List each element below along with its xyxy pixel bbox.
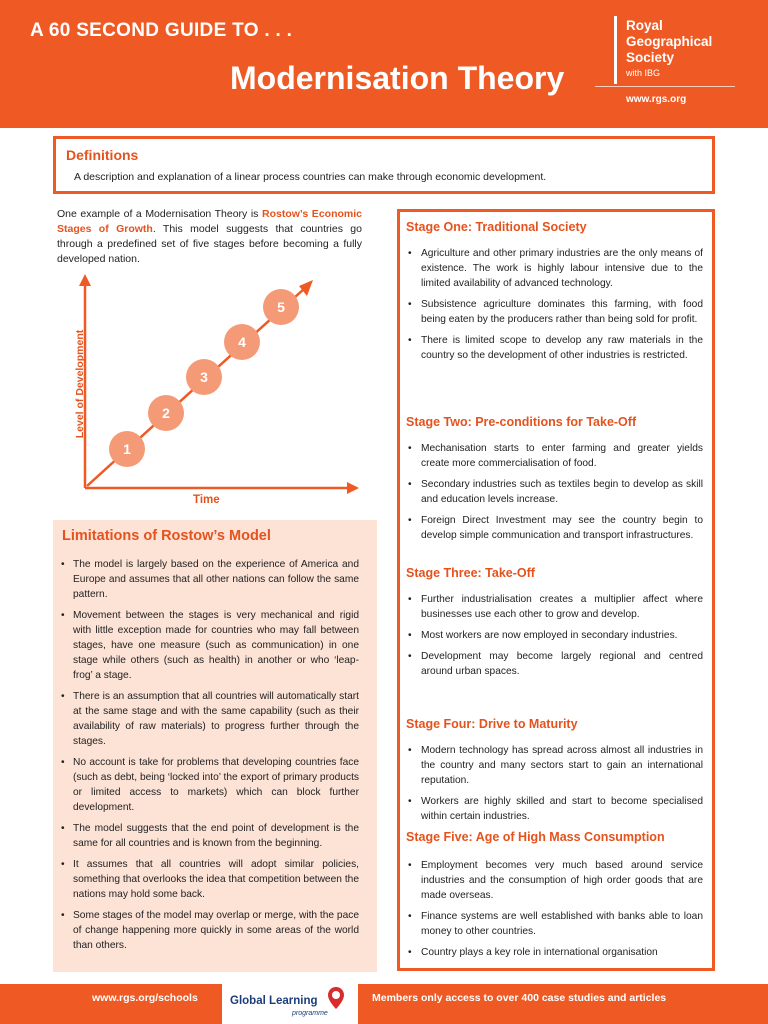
stage-two-item: • Secondary industries such as textiles begin to develop as skill and education levels increase. [405, 477, 703, 507]
global-learning-logo [222, 984, 358, 1024]
stage-two-title: Stage Two: Pre-conditions for Take-Off [406, 415, 637, 429]
stage-circle-4: 4 [224, 324, 260, 360]
stage-five-list [405, 858, 703, 966]
stage-three-item: • Further industrialisation creates a multiplier affect where businesses use each other to grow and develop. [405, 592, 703, 622]
stage-three-item: • Development may become largely regional and centred around urban spaces. [405, 649, 703, 679]
stage-one-list [405, 246, 703, 369]
stage-one-title: Stage One: Traditional Society [406, 220, 587, 234]
definitions-box [53, 136, 715, 194]
map-pin-icon [326, 986, 346, 1010]
stage-four-item: • Modern technology has spread across almost all industries in the country and many sectors start to gain an international reputation. [405, 743, 703, 788]
stage-three-item: • Most workers are now employed in secondary industries. [405, 628, 703, 643]
y-axis-label: Level of Development [74, 329, 86, 439]
logo-with-ibg: with IBG [626, 68, 661, 78]
stage-circle-1: 1 [109, 431, 145, 467]
limitation-item: • It assumes that all countries will adopt similar policies, something that overlooks the idea that competition between the nations may hold some back. [59, 857, 359, 902]
stage-five-item: • Finance systems are well established with banks able to loan money to other countries. [405, 909, 703, 939]
guide-kicker: A 60 SECOND GUIDE TO . . . [30, 20, 293, 41]
stage-one-item: • There is limited scope to develop any raw materials in the country so the development of other industries is restricted. [405, 333, 703, 363]
limitation-item: • Movement between the stages is very mechanical and rigid with little exception made for countries who may fall between stages, have one measure (such as communication) in one stage while others (such as health) in another or who ‘leap-frog’ a stage. [59, 608, 359, 683]
stage-one-item: • Agriculture and other primary industries are the only means of existence. The work is highly labour intensive due to the limited availability of advanced technology. [405, 246, 703, 291]
stage-five-item: • Country plays a key role in international organisation [405, 945, 703, 960]
stage-two-list [405, 441, 703, 549]
intro-highlight: Rostow’s Economic Stages of Growth [57, 208, 362, 235]
intro-paragraph [57, 207, 362, 267]
logo-bar [614, 16, 617, 84]
limitation-item: • No account is take for problems that developing countries face (such as debt, being ‘locked into’ the export of primary products or limited access to markets) which can block further development. [59, 755, 359, 815]
logo-line-royal: Royal [626, 18, 663, 33]
stage-two-item: • Mechanisation starts to enter farming and greater yields create more commercialisation of food. [405, 441, 703, 471]
page-title: Modernisation Theory [230, 60, 565, 96]
limitations-list [59, 557, 359, 959]
x-axis-label: Time [193, 494, 220, 506]
logo-line-society: Society [626, 50, 675, 65]
x-axis-arrow-icon [347, 482, 359, 494]
stages-diagram [57, 270, 367, 515]
limitation-item: • There is an assumption that all countries will automatically start at the same stage and with the same capability (such as their availability of raw materials) to progress further through the stages. [59, 689, 359, 749]
footer-banner [0, 984, 768, 1024]
trend-arrow-icon [299, 280, 313, 296]
limitation-item: • The model is largely based on the experience of America and Europe and assumes that all other nations can follow the same pattern. [59, 557, 359, 602]
stage-four-list [405, 743, 703, 830]
limitation-item: • Some stages of the model may overlap or merge, with the pace of change happening more quickly in some areas of the world than others. [59, 908, 359, 953]
footer-members-text: Members only access to over 400 case studies and articles [372, 992, 667, 1004]
stage-circle-3: 3 [186, 359, 222, 395]
stage-five-item: • Employment becomes very much based around service industries and the consumption of high order goods that are made overseas. [405, 858, 703, 903]
header-url[interactable]: www.rgs.org [626, 94, 687, 105]
intro-text-after: . This model suggests that countries go through a predefined set of five stages before becoming a fully developed nation. [57, 223, 362, 265]
intro-text-before: One example of a Modernisation Theory is [57, 208, 262, 220]
stage-three-title: Stage Three: Take-Off [406, 566, 535, 580]
definitions-title: Definitions [66, 147, 139, 163]
glp-name: Global Learning [230, 995, 318, 1007]
limitations-title: Limitations of Rostow’s Model [62, 528, 271, 544]
stage-circle-2: 2 [148, 395, 184, 431]
definitions-text: A description and explanation of a linear process countries can make through economic development. [74, 171, 547, 183]
stage-four-item: • Workers are highly skilled and start to become specialised within certain industries. [405, 794, 703, 824]
stages-box [397, 209, 715, 971]
limitation-item: • The model suggests that the end point of development is the same for all countries and is known from the beginning. [59, 821, 359, 851]
header-banner [0, 0, 768, 128]
footer-url-link[interactable]: www.rgs.org/schools [92, 992, 198, 1004]
stage-one-item: • Subsistence agriculture dominates this farming, with food being eaten by the producers rather than being sold for profit. [405, 297, 703, 327]
stage-circle-5: 5 [263, 289, 299, 325]
stage-four-title: Stage Four: Drive to Maturity [406, 717, 578, 731]
stage-three-list [405, 592, 703, 685]
stage-two-item: • Foreign Direct Investment may see the country begin to develop simple communication and transport infrastructures. [405, 513, 703, 543]
stage-five-title: Stage Five: Age of High Mass Consumption [406, 830, 665, 844]
y-axis-arrow-icon [79, 274, 91, 286]
limitations-box [53, 520, 377, 972]
logo-line-geographical: Geographical [626, 34, 713, 49]
glp-sub: programme [292, 1010, 328, 1017]
rgs-logo [614, 14, 742, 114]
